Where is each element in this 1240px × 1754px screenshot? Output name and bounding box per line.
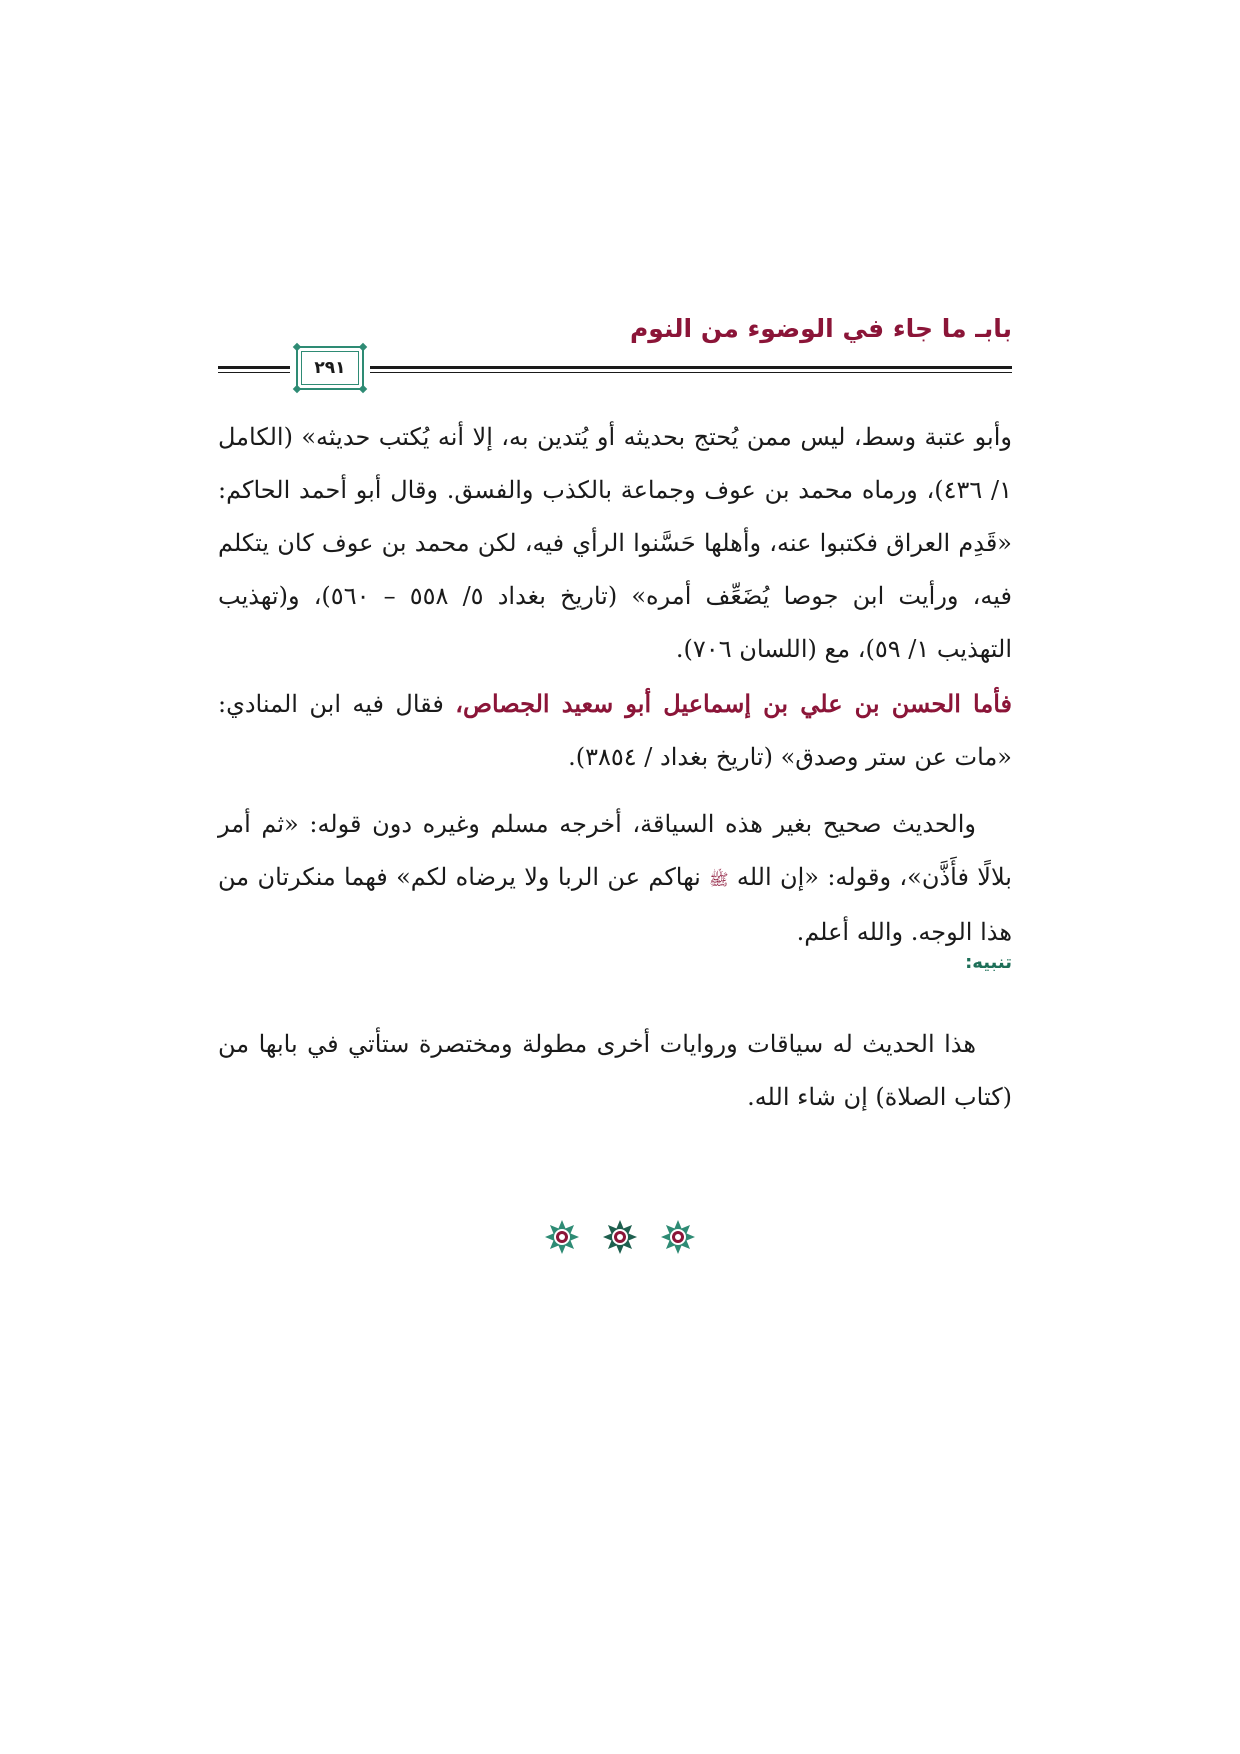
running-title: بابـ ما جاء في الوضوء من النوم	[629, 314, 1012, 343]
floral-star-ornament-icon	[660, 1219, 696, 1255]
honorific-mark: ﷺ	[709, 870, 729, 889]
frame-corner-icon	[359, 385, 367, 393]
page-number-frame-inner	[301, 351, 359, 385]
page-number-frame	[296, 346, 364, 390]
header-rule	[370, 372, 1012, 373]
frame-corner-icon	[293, 385, 301, 393]
note-heading: تنبيه:	[965, 952, 1012, 973]
paragraph-1: وأبو عتبة وسط، ليس ممن يُحتج بحديثه أو يُتدين به، إلا أنه يُكتب حديثه» (الكامل ١/ ٤٣٦)، ورماه محمد بن عوف وجماعة بالكذب والفسق. وقال أبو أحمد الحاكم: «قَدِم العراق فكتبوا عنه، وأهلها حَسَّنوا الرأي فيه، لكن محمد بن عوف كان يتكلم فيه، ورأيت ابن جوصا يُضَعِّف أمره» (تاريخ بغداد ٥/ ٥٥٨ – ٥٦٠)، و(تهذيب التهذيب ١/ ٥٩)، مع (اللسان ٧٠٦).	[218, 423, 1013, 663]
frame-corner-icon	[293, 343, 301, 351]
header-rule	[370, 366, 1012, 369]
paragraph-3-text-a: والحديث صحيح بغير هذه السياقة، أخرجه مسلم وغيره دون قوله: «ثم أمر بلالًا فأَذَّن»، وقوله: «إن الله	[218, 810, 1012, 891]
paragraph-4	[218, 1018, 1012, 1124]
section-end-ornaments	[520, 1212, 720, 1262]
page-number: ٢٩١	[314, 358, 346, 378]
page-header	[218, 308, 1012, 388]
narrator-name: فأما الحسن بن علي بن إسماعيل أبو سعيد الجصاص،	[455, 689, 1013, 718]
floral-star-ornament-icon	[544, 1219, 580, 1255]
paragraph-3-text-b: نهاكم عن الربا ولا يرضاه لكم» فهما منكرتان من هذا الوجه. والله أعلم.	[218, 863, 1012, 946]
header-rule	[218, 366, 290, 369]
header-rule	[218, 372, 290, 373]
paragraph-2-text: فقال فيه ابن المنادي: «مات عن ستر وصدق» (تاريخ بغداد / ٣٨٥٤).	[218, 690, 1012, 771]
paragraph-2	[218, 677, 1012, 784]
paragraph-3	[218, 798, 1012, 959]
paragraph-4-text: هذا الحديث له سياقات وروايات أخرى مطولة ومختصرة ستأتي في بابها من (كتاب الصلاة) إن شاء الله.	[218, 1030, 1012, 1111]
floral-star-ornament-icon	[602, 1219, 638, 1255]
frame-corner-icon	[359, 343, 367, 351]
